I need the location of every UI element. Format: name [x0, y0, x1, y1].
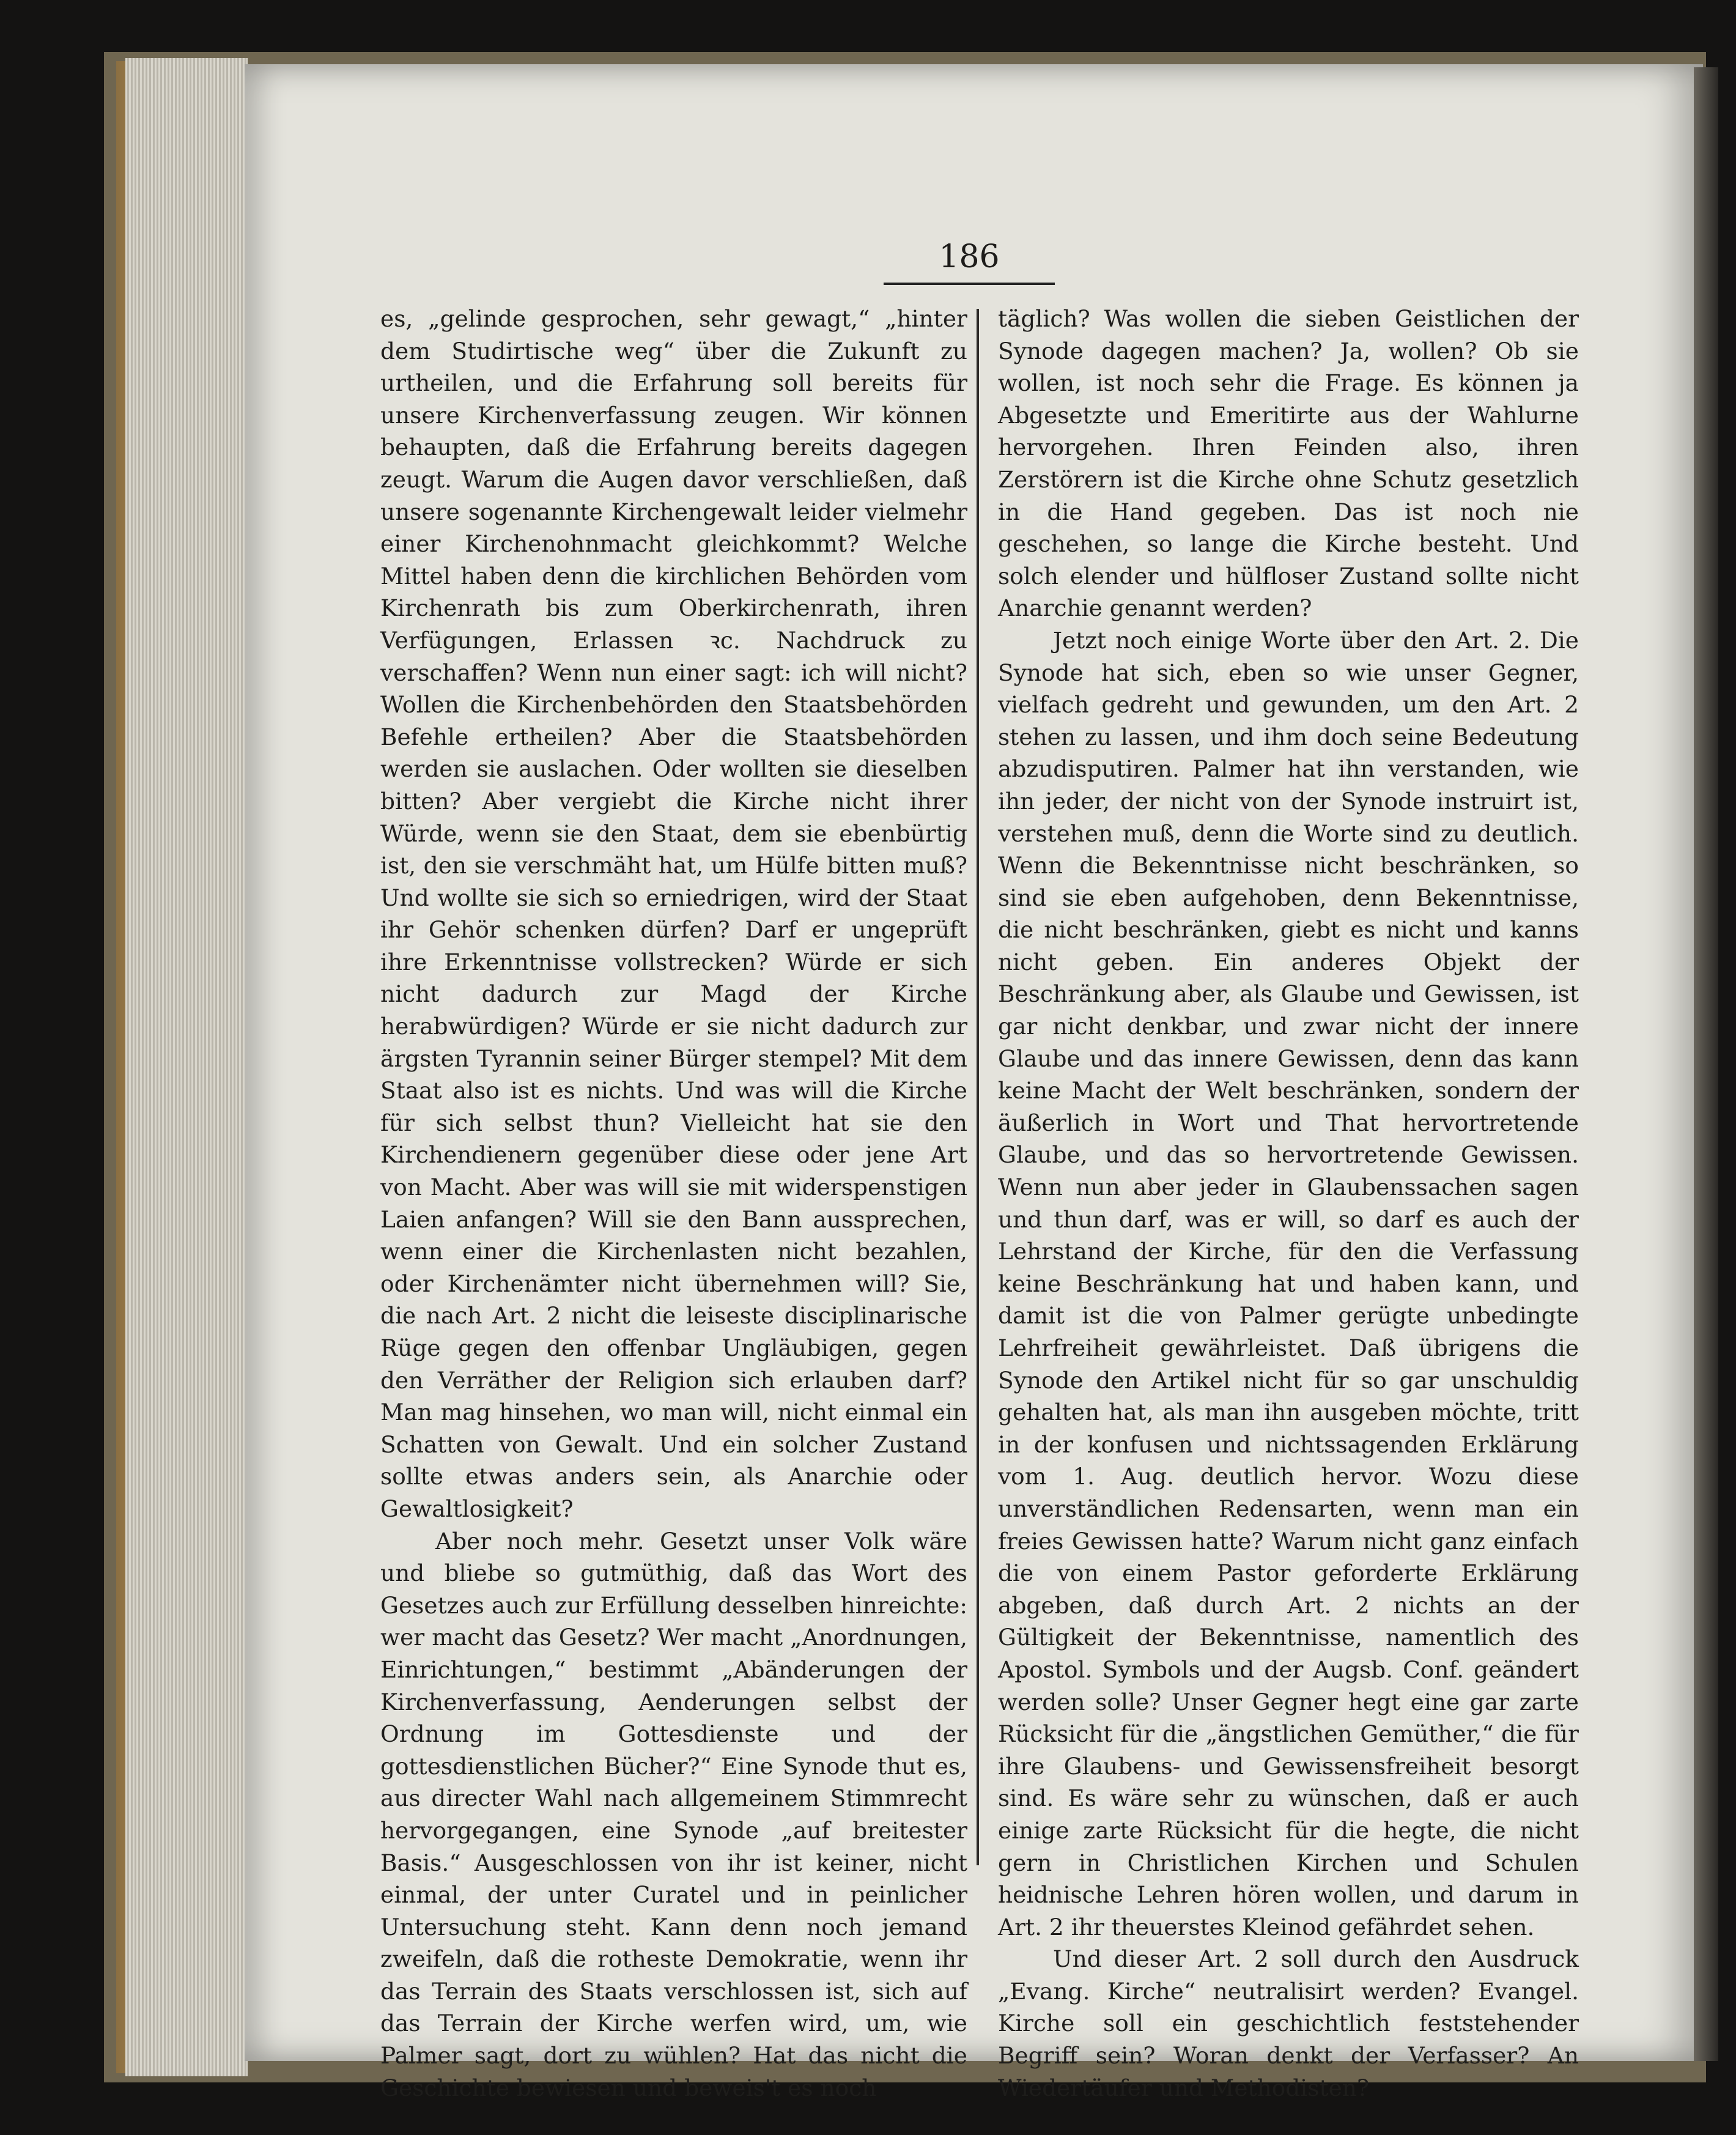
- facing-page-edge: [1694, 67, 1718, 2061]
- paragraph: täglich? Was wollen die sieben Geistlichen der Synode dagegen machen? Ja, wollen? Ob sie wollen, ist noch sehr die Frage. Es können ja Abgesetzte und Emeritirte aus der Wahlurne hervorgehen. Ihren Feinden also, ihren Zerstörern ist die Kirche ohne Schutz gesetzlich in die Hand gegeben. Das ist noch nie geschehen, so lange die Kirche besteht. Und solch elender und hülfloser Zustand sollte nicht Anarchie genannt werden?: [998, 305, 1579, 622]
- paragraph: Aber noch mehr. Gesetzt unser Volk wäre und bliebe so gutmüthig, daß das Wort des Gesetzes auch zur Erfüllung desselben hinreichte: wer macht das Gesetz? Wer macht „Anordnungen, Einrichtungen,“ bestimmt „Abänderungen der Kirchenverfassung, Aenderungen selbst der Ordnung im Gottesdienste und der gottesdienstlichen Bücher?“ Eine Synode thut es, aus directer Wahl nach allgemeinem Stimmrecht hervorgegangen, eine Synode „auf breitester Basis.“ Ausgeschlossen von ihr ist keiner, nicht einmal, der unter Curatel und in peinlicher Untersuchung steht. Kann denn noch jemand zweifeln, daß die rotheste Demokratie, wenn ihr das Terrain des Staats verschlossen ist, sich auf das Terrain der Kirche werfen wird, um, wie Palmer sagt, dort zu wühlen? Hat das nicht die Geschichte bewiesen und beweis't es noch: [380, 1527, 967, 2101]
- header-rule: [884, 283, 1055, 285]
- column-divider: [977, 309, 979, 1865]
- left-column: [380, 303, 967, 2104]
- paragraph: es, „gelinde gesprochen, sehr gewagt,“ „hinter dem Studirtische weg“ über die Zukunft zu urtheilen, und die Erfahrung soll bereits für unsere Kirchenverfassung zeugen. Wir können behaupten, daß die Erfahrung bereits dagegen zeugt. Warum die Augen davor verschließen, daß unsere sogenannte Kirchengewalt leider vielmehr einer Kirchenohnmacht gleichkommt? Welche Mittel haben denn die kirchlichen Behörden vom Kirchenrath bis zum Oberkirchenrath, ihren Verfügungen, Erlassen ꝛc. Nachdruck zu verschaffen? Wenn nun einer sagt: ich will nicht? Wollen die Kirchenbehörden den Staatsbehörden Befehle ertheilen? Aber die Staatsbehörden werden sie auslachen. Oder wollten sie dieselben bitten? Aber vergiebt die Kirche nicht ihrer Würde, wenn sie den Staat, dem sie ebenbürtig ist, den sie verschmäht hat, um Hülfe bitten muß? Und wollte sie sich so erniedrigen, wird der Staat ihr Gehör schenken dürfen? Darf er ungeprüft ihre Erkenntnisse vollstrecken? Würde er sich nicht dadurch zur Magd der Kirche herabwürdigen? Würde er sie nicht dadurch zur ärgsten Tyrannin seiner Bürger stempel? Mit dem Staat also ist es nichts. Und was will die Kirche für sich selbst thun? Vielleicht hat sie den Kirchendienern gegenüber diese oder jene Art von Macht. Aber was will sie mit widerspenstigen Laien anfangen? Will sie den Bann aussprechen, wenn einer die Kirchenlasten nicht bezahlen, oder Kirchenämter nicht übernehmen will? Sie, die nach Art. 2 nicht die leiseste disciplinarische Rüge gegen den offenbar Ungläubigen, gegen den Verräther der Religion sich erlauben darf? Man mag hinsehen, wo man will, nicht einmal ein Schatten von Gewalt. Und ein solcher Zustand sollte etwas anders sein, als Anarchie oder Gewaltlosigkeit?: [380, 305, 967, 1522]
- paragraph: Und dieser Art. 2 soll durch den Ausdruck „Evang. Kirche“ neutralisirt werden? Evangel. Kirche soll ein geschichtlich feststehender Begriff sein? Woran denkt der Verfasser? An Wiedertäufer und Methodisten?: [998, 1945, 1579, 2101]
- right-column: [998, 303, 1579, 2104]
- page-stack-edge: [125, 58, 248, 2076]
- paragraph: Jetzt noch einige Worte über den Art. 2. Die Synode hat sich, eben so wie unser Gegner, vielfach gedreht und gewunden, um den Art. 2 stehen zu lassen, und ihm doch seine Bedeutung abzudisputiren. Palmer hat ihn verstanden, wie ihn jeder, der nicht von der Synode instruirt ist, verstehen muß, denn die Worte sind zu deutlich. Wenn die Bekenntnisse nicht beschränken, so sind sie eben aufgehoben, denn Bekenntnisse, die nicht beschränken, giebt es nicht und kanns nicht geben. Ein anderes Objekt der Beschränkung aber, als Glaube und Gewissen, ist gar nicht denkbar, und zwar nicht der innere Glaube und das innere Gewissen, denn das kann keine Macht der Welt beschränken, sondern der äußerlich in Wort und That hervortretende Glaube, und das so hervortretende Gewissen. Wenn nun aber jeder in Glaubenssachen sagen und thun darf, was er will, so darf es auch der Lehrstand der Kirche, für den die Verfassung keine Beschränkung hat und haben kann, und damit ist die von Palmer gerügte unbedingte Lehrfreiheit gewährleistet. Daß übrigens die Synode den Artikel nicht für so gar unschuldig gehalten hat, als man ihn ausgeben möchte, tritt in der konfusen und nichtssagenden Erklärung vom 1. Aug. deutlich hervor. Wozu diese unverständlichen Redensarten, wenn man ein freies Gewissen hatte? Warum nicht ganz einfach die von einem Pastor geforderte Erklärung abgeben, daß durch Art. 2 nichts an der Gültigkeit der Bekenntnisse, namentlich des Apostol. Symbols und der Augsb. Conf. geändert werden solle? Unser Gegner hegt eine gar zarte Rücksicht für die „ängstlichen Gemüther,“ die für ihre Glaubens- und Gewissensfreiheit besorgt sind. Es wäre sehr zu wünschen, daß er auch einige zarte Rücksicht für die hegte, die nicht gern in Christlichen Kirchen und Schulen heidnische Lehren hören wollen, und darum in Art. 2 ihr theuerstes Kleinod gefährdet sehen.: [998, 626, 1579, 1941]
- page-number: 186: [939, 239, 1000, 275]
